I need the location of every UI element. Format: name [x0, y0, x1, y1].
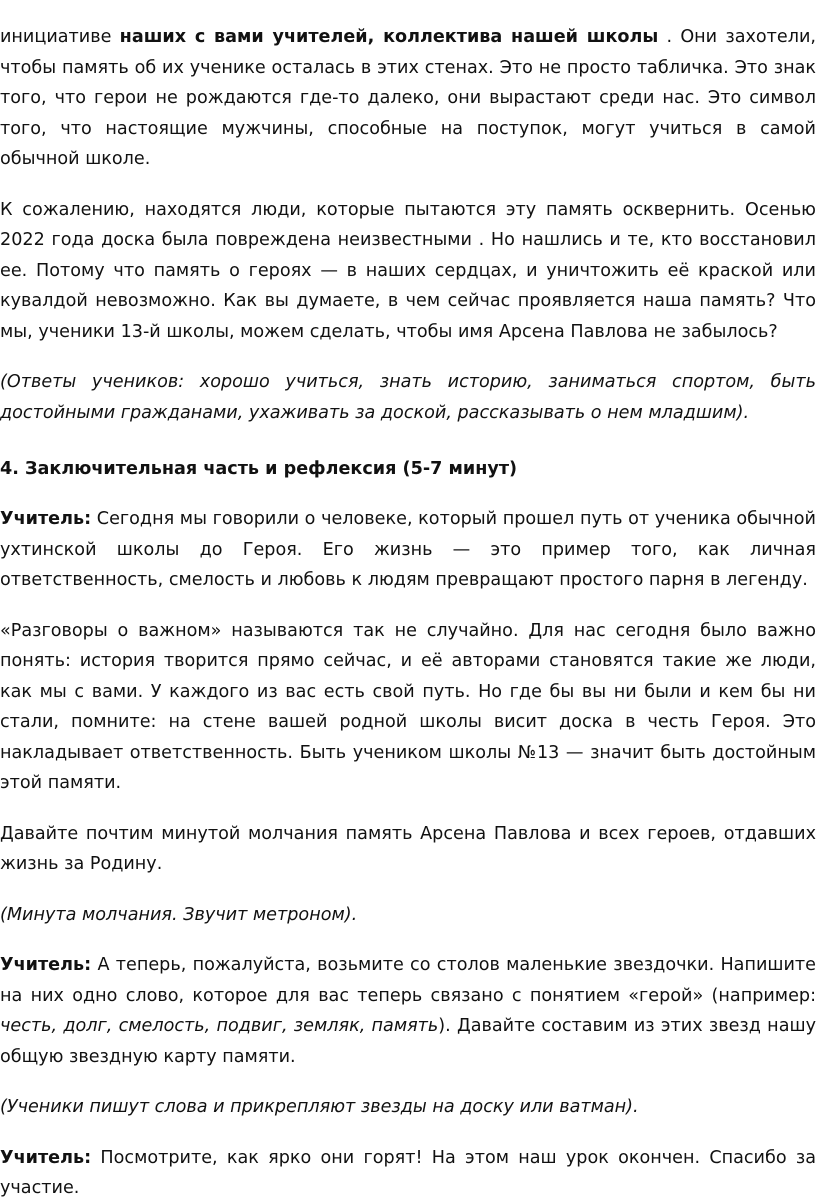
speaker-label: Учитель: — [0, 1147, 92, 1168]
paragraph-student-answers: (Ответы учеников: хорошо учиться, знать историю, заниматься спортом, быть достойными гражданами, ухаживать за доской, рассказывать о нем младшим). — [0, 372, 816, 423]
teacher-summary-text: Сегодня мы говорили о человеке, который прошел путь от ученика обычной ухтинской школы до Героя. Его жизнь — это пример того, как личная ответственность, смелость и любовь к людям превращают простого парня в легенду. — [0, 509, 816, 590]
closing-text: Посмотрите, как ярко они горят! На этом наш урок окончен. Спасибо за участие. — [0, 1147, 816, 1198]
stars-task-text: А теперь, пожалуйста, возьмите со столов маленькие звездочки. Напишите на них одно слово, которое для вас теперь связано с понятием «герой» (например: — [0, 955, 816, 1006]
paragraph-important-talks: «Разговоры о важном» называются так не случайно. Для нас сегодня было важно понять: история творится прямо сейчас, и её авторами становятся такие же люди, как мы с вами. У каждого из вас есть свой путь. Но где бы вы ни были и кем бы ни стали, помните: на стене вашей родной школы висит доска в честь Героя. Это накладывает ответственность. Быть учеником школы №13 — значит быть достойным этой памяти. — [0, 620, 816, 793]
initiative-text: инициативе — [0, 27, 120, 47]
speaker-label: Учитель: — [0, 955, 92, 975]
section-heading: 4. Заключительная часть и рефлексия (5-7 минут) — [0, 459, 518, 479]
paragraph-minute-of-silence: Давайте почтим минутой молчания память Арсена Павлова и всех героев, отдавших жизнь за Родину. — [0, 823, 816, 874]
initiative-rest-text: . Они захотели, чтобы память об их ученике осталась в этих стенах. Это не просто табличка. Это знак того, что герои не рождаются где-то далеко, они вырастают среди нас. Это символ того, что настоящие мужчины, способные на поступок, могут учиться в самой обычной школе. — [0, 27, 816, 169]
paragraph-vandalism: К сожалению, находятся люди, которые пытаются эту память осквернить. Осенью 2022 года доска была повреждена неизвестными . Но нашлись и те, кто восстановил ее. Потому что память о героях — в наших сердцах, и уничтожить её краской или кувалдой невозможно. Как вы думаете, в чем сейчас проявляется наша память? Что мы, ученики 13-й школы, можем сделать, чтобы имя Арсена Павлова не забылось? — [0, 199, 816, 342]
paragraph-closing — [0, 1143, 816, 1204]
paragraph-initiative — [0, 22, 816, 175]
paragraph-students-write: (Ученики пишут слова и прикрепляют звезды на доску или ватман). — [0, 1097, 639, 1117]
paragraph-stars-task — [0, 950, 816, 1072]
stars-task-end-text: ). Давайте составим из этих звезд нашу общую звездную карту памяти. — [0, 1016, 816, 1067]
stars-examples: честь, долг, смелость, подвиг, земляк, память — [0, 1016, 439, 1036]
speaker-label: Учитель: — [0, 509, 92, 529]
initiative-bold-text: наших с вами учителей, коллектива нашей школы — [119, 27, 659, 47]
paragraph-teacher-summary — [0, 504, 816, 596]
paragraph-metronome: (Минута молчания. Звучит метроном). — [0, 904, 358, 925]
